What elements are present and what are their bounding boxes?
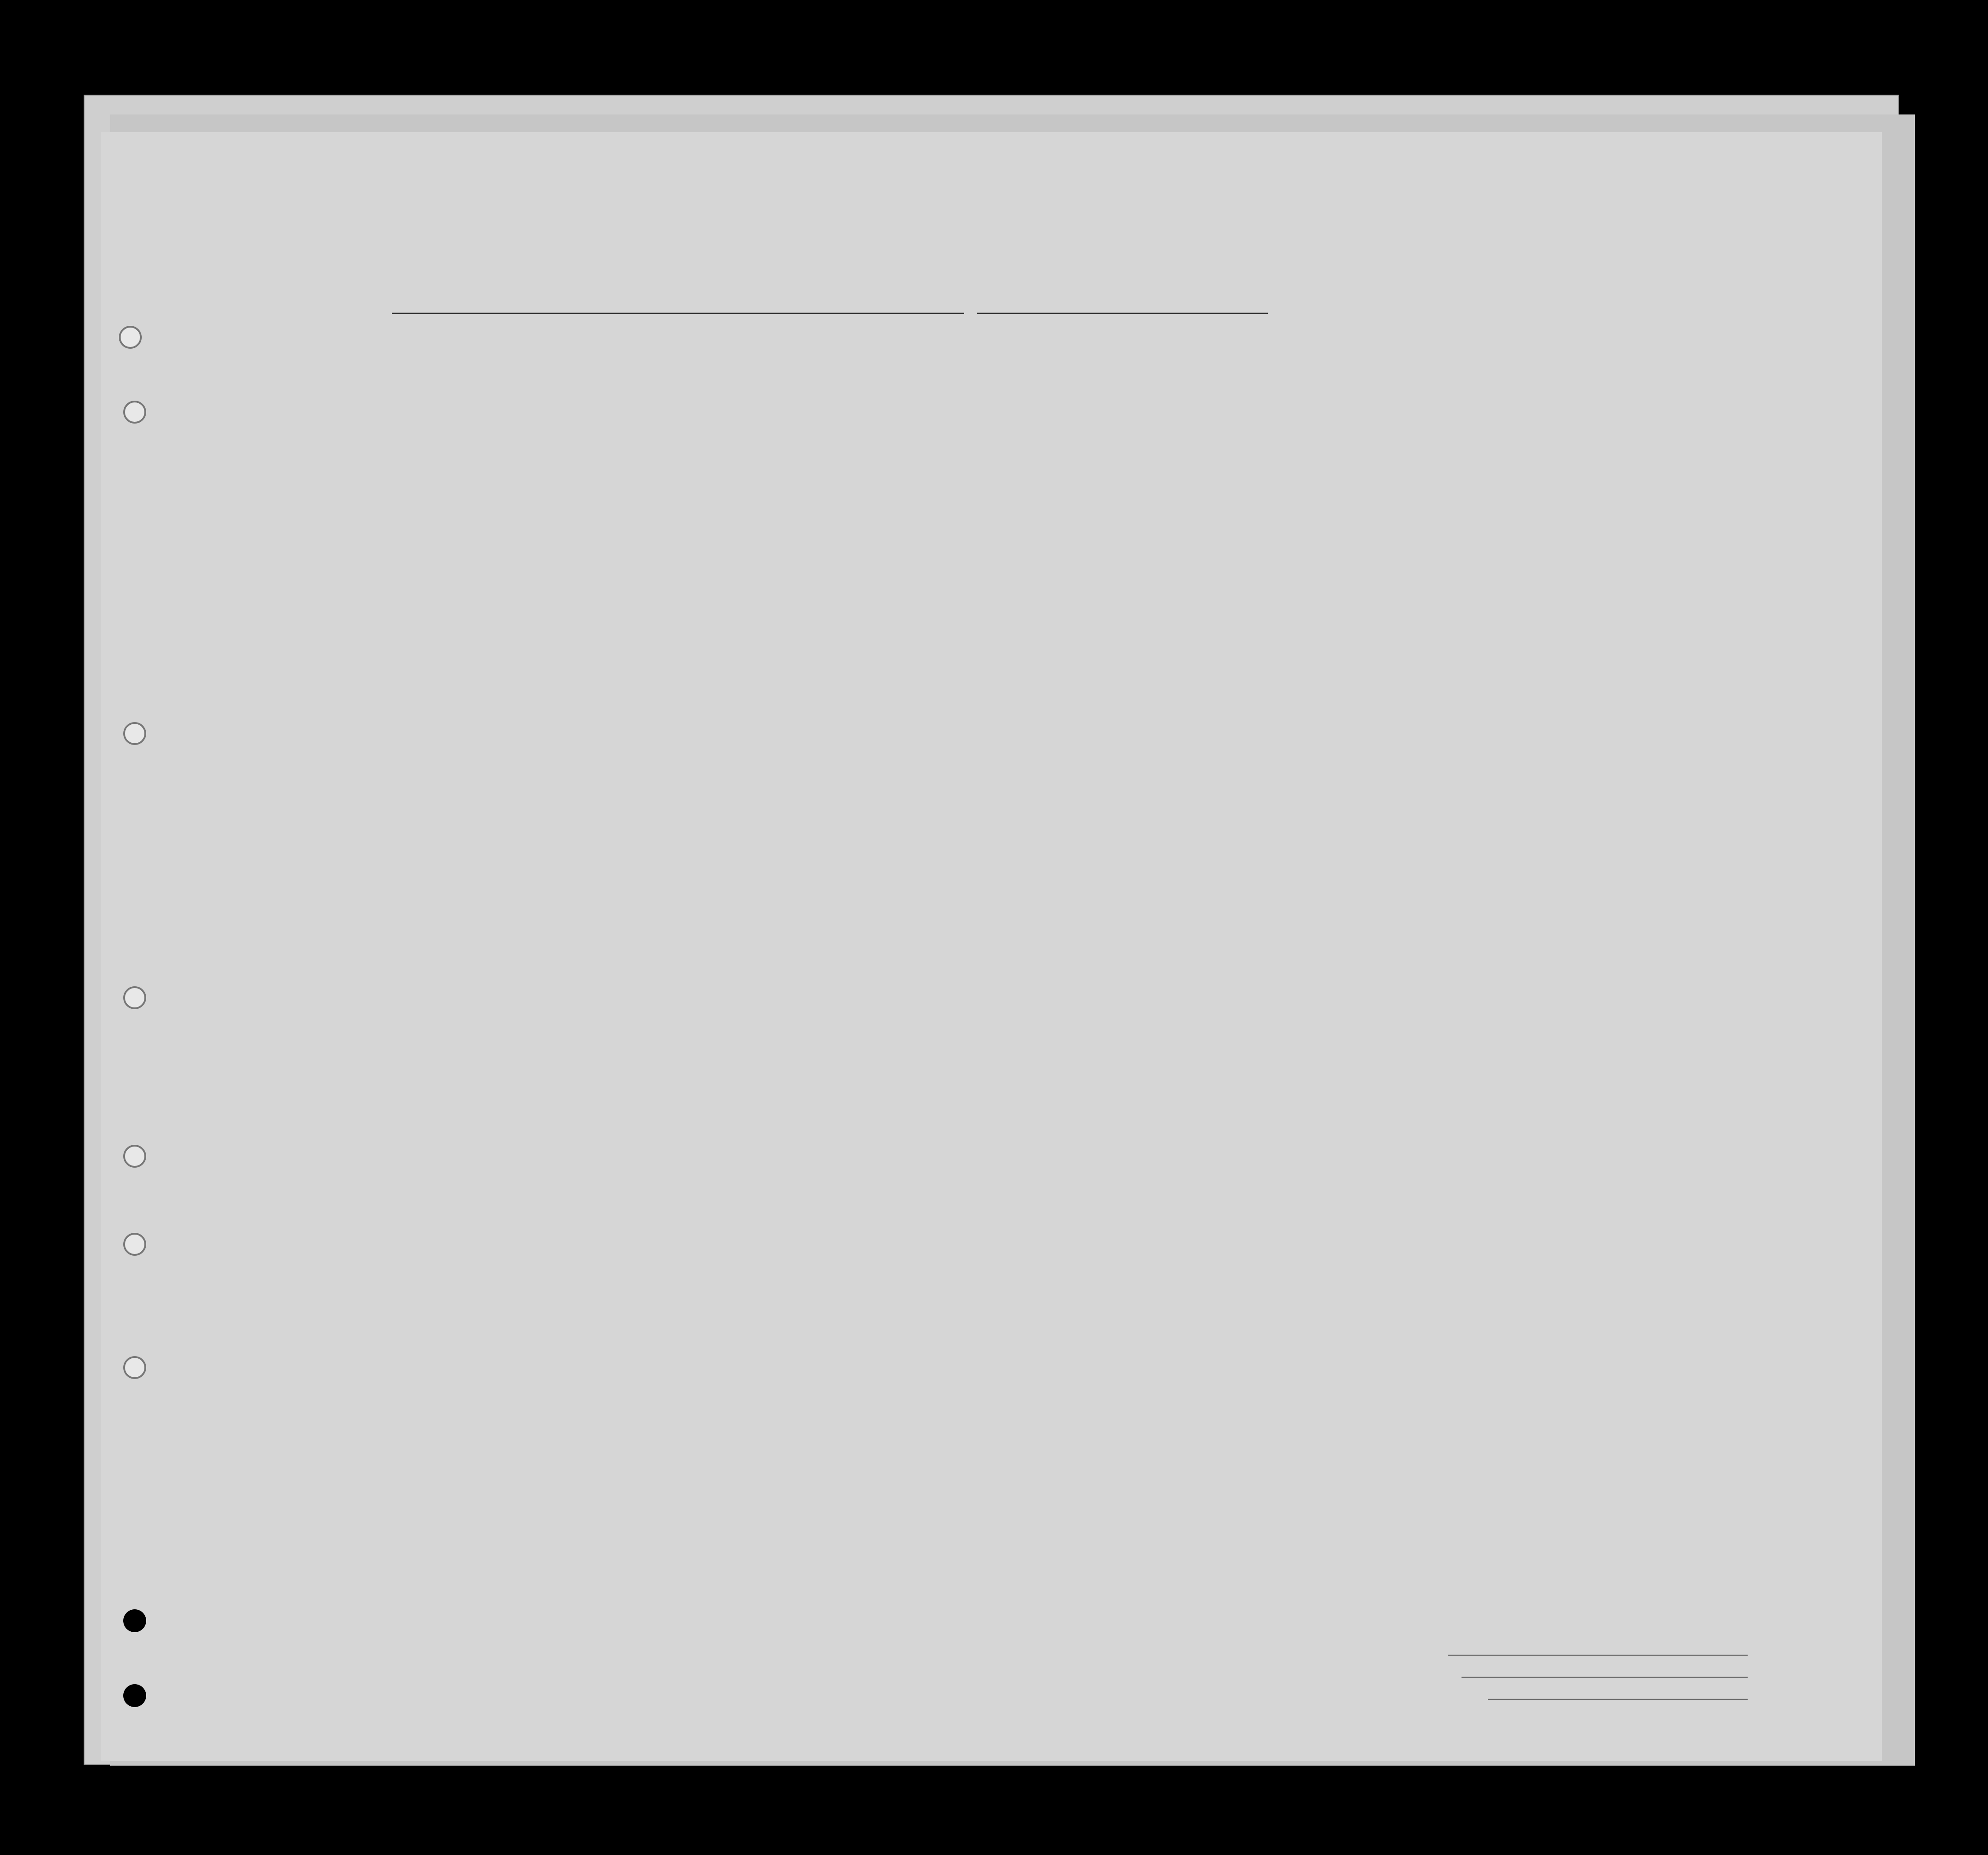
manifest-sheet	[101, 132, 1882, 1761]
owners-rule	[1462, 1677, 1748, 1678]
line-rule	[1448, 1655, 1748, 1656]
manifest-grid	[101, 132, 1882, 1761]
agents-rule	[1488, 1699, 1748, 1700]
